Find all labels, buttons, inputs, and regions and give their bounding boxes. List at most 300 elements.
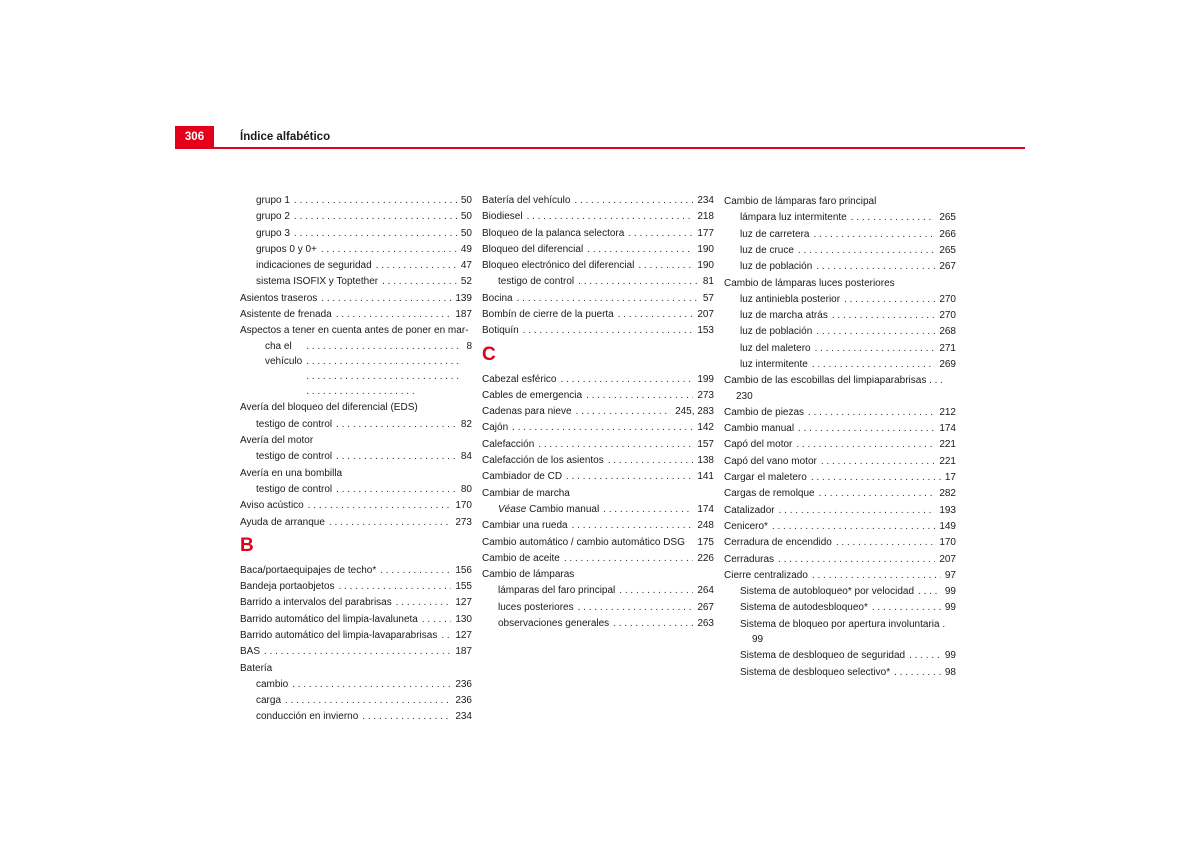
index-entry (240, 644, 472, 659)
entry-text: Bloqueo de la palanca selectora (482, 227, 625, 239)
entry-text: Ayuda de arranque (240, 516, 325, 528)
index-subentry (240, 417, 472, 432)
entry-page: 99 (944, 586, 956, 598)
leader-dots (285, 693, 451, 708)
page-header (175, 126, 1025, 150)
entry-text: Calefacción de los asientos (482, 455, 604, 467)
entry-page: 271 (939, 342, 956, 354)
entry-text: testigo de control (256, 451, 333, 463)
entry-page: 193 (939, 504, 956, 516)
index-entry (482, 226, 714, 241)
leader-dots (836, 535, 935, 550)
entry-text: Cierre centralizado (724, 569, 808, 581)
index-subentry (482, 616, 714, 631)
entry-page: 267 (939, 261, 956, 273)
index-subentry (482, 583, 714, 598)
leader-dots (813, 227, 935, 242)
index-entry (724, 568, 956, 583)
leader-dots (796, 437, 935, 452)
leader-dots (587, 242, 693, 257)
index-subentry (724, 243, 956, 258)
entry-page: 127 (455, 597, 472, 609)
entry-text: Cambiador de CD (482, 471, 563, 483)
entry-text: Bloqueo del diferencial (482, 243, 584, 255)
leader-dots (638, 258, 693, 273)
entry-page: 57 (702, 292, 714, 304)
leader-dots (527, 209, 694, 224)
entry-page: 84 (460, 451, 472, 463)
index-entry (482, 551, 714, 566)
entry-text: Aviso acústico (240, 500, 304, 512)
index-entry (482, 567, 714, 582)
entry-text: grupo 1 (256, 195, 290, 206)
entry-text: Cerraduras (724, 553, 775, 565)
leader-dots (362, 709, 451, 724)
index-entry (724, 405, 956, 420)
index-entry (724, 194, 956, 209)
entry-text: Asientos traseros (240, 292, 318, 304)
index-entry (724, 486, 956, 501)
entry-text: Cambio manual (724, 423, 795, 435)
entry-page: 268 (939, 326, 956, 338)
index-entry (240, 515, 472, 530)
index-subentry (724, 600, 956, 615)
entry-text: Cambio automático / cambio automático DSG (482, 536, 685, 548)
leader-dots (586, 388, 693, 403)
leader-dots (294, 193, 457, 208)
entry-text: Cambio de piezas (724, 406, 805, 418)
entry-page: 170 (939, 537, 956, 549)
entry-text: Baca/portaequipajes de techo* (240, 564, 377, 576)
index-subentry (240, 482, 472, 497)
entry-text: Barrido automático del limpia-lavaluneta (240, 613, 418, 625)
entry-text: Sistema de autodesbloqueo* (740, 602, 868, 614)
entry-text: testigo de control (256, 483, 333, 495)
index-entry (482, 469, 714, 484)
entry-text: luz de población (740, 326, 813, 338)
leader-dots (329, 515, 451, 530)
page-number: 306 (175, 126, 214, 148)
entry-page: 273 (697, 389, 714, 401)
index-entry (482, 258, 714, 273)
index-entry (482, 420, 714, 435)
leader-dots (523, 323, 694, 338)
entry-page: 50 (460, 211, 472, 223)
index-subentry (240, 193, 472, 208)
leader-dots (512, 420, 693, 435)
leader-dots (564, 551, 693, 566)
leader-dots (808, 405, 935, 420)
index-subentry (482, 274, 714, 289)
index-subentry (724, 665, 956, 680)
index-entry (240, 595, 472, 610)
index-entry (482, 291, 714, 306)
leader-dots (821, 454, 935, 469)
index-subentry (724, 648, 956, 663)
index-subentry (240, 449, 472, 464)
leader-dots (628, 226, 693, 241)
section-letter: C (482, 343, 496, 365)
index-subentry (724, 210, 956, 225)
entry-page: 218 (697, 211, 714, 223)
entry-page: 190 (697, 260, 714, 272)
leader-dots (376, 258, 457, 273)
entry-page: 142 (697, 422, 714, 434)
entry-text: BAS (240, 646, 261, 658)
index-entry (240, 628, 472, 643)
leader-dots (812, 357, 936, 372)
index-entry (482, 372, 714, 387)
index-subentry (724, 292, 956, 307)
entry-page: 234 (697, 195, 714, 206)
entry-text: grupo 3 (256, 227, 290, 239)
leader-dots (538, 437, 693, 452)
index-subentry (240, 209, 472, 224)
entry-page: 99 (752, 633, 764, 645)
index-subentry (240, 258, 472, 273)
index-entry (482, 242, 714, 257)
entry-text: Cambiar de marcha (482, 487, 570, 499)
entry-text: Sistema de bloqueo por apertura involuntaria . (740, 618, 946, 630)
entry-page: 153 (697, 325, 714, 337)
entry-page: 269 (939, 359, 956, 371)
entry-page: 174 (939, 423, 956, 435)
leader-dots (619, 583, 693, 598)
entry-text: conducción en invierno (256, 711, 359, 723)
index-entry (240, 323, 472, 399)
index-entry (724, 519, 956, 534)
entry-text: Barrido automático del limpia-lavaparabrisas (240, 629, 438, 641)
entry-page: 175 (697, 536, 714, 548)
entry-text: Bloqueo electrónico del diferencial (482, 260, 635, 272)
entry-text: Calefacción (482, 438, 535, 450)
index-entry (482, 486, 714, 501)
entry-page: 139 (455, 292, 472, 304)
entry-text: Avería del motor (240, 435, 314, 447)
index-subentry (724, 357, 956, 372)
entry-page: 236 (455, 678, 472, 690)
entry-page: 170 (455, 500, 472, 512)
index-subentry (240, 242, 472, 257)
leader-dots (816, 259, 935, 274)
leader-dots (517, 291, 699, 306)
index-entry (482, 193, 714, 208)
entry-page: 207 (939, 553, 956, 565)
entry-page: 97 (944, 569, 956, 581)
entry-page: 155 (455, 581, 472, 593)
entry-page: 130 (455, 613, 472, 625)
entry-page: 270 (939, 310, 956, 322)
index-subentry (240, 274, 472, 289)
index-entry (724, 276, 956, 291)
entry-text: Asistente de frenada (240, 309, 332, 321)
leader-dots (603, 502, 693, 517)
page-title: Índice alfabético (240, 131, 331, 143)
index-entry (240, 433, 472, 448)
entry-page: 221 (939, 455, 956, 467)
leader-dots (894, 665, 941, 680)
leader-dots (566, 469, 693, 484)
leader-dots (382, 274, 457, 289)
leader-dots (336, 482, 457, 497)
leader-dots (560, 372, 693, 387)
index-entry (240, 307, 472, 322)
entry-page: 177 (697, 227, 714, 239)
entry-text: Sistema de desbloqueo selectivo* (740, 666, 891, 678)
entry-page: 52 (460, 276, 472, 288)
leader-dots (396, 595, 452, 610)
entry-page: 81 (702, 276, 714, 288)
index-entry (482, 307, 714, 322)
index-entry (724, 454, 956, 469)
leader-dots (844, 292, 935, 307)
entry-page: 264 (697, 585, 714, 597)
entry-text: Cambio de lámparas (482, 569, 575, 581)
index-subentry (240, 693, 472, 708)
section-letter: B (240, 534, 254, 556)
index-column-3 (724, 193, 956, 681)
entry-text: Cargar el maletero (724, 472, 807, 484)
leader-dots (264, 644, 451, 659)
index-subentry (724, 324, 956, 339)
leader-dots (851, 210, 936, 225)
entry-page: 8 (466, 340, 472, 352)
leader-dots (608, 453, 694, 468)
entry-text: carga (256, 695, 282, 707)
entry-text: luz del maletero (740, 342, 811, 354)
leader-dots (613, 616, 693, 631)
entry-page: 270 (939, 293, 956, 305)
leader-dots (339, 579, 452, 594)
leader-dots (779, 503, 936, 518)
entry-text: lámparas del faro principal (498, 585, 616, 597)
entry-page: 82 (460, 418, 472, 430)
index-subentry (482, 502, 714, 517)
entry-page: 187 (455, 309, 472, 321)
entry-text: Batería del vehículo (482, 195, 571, 206)
leader-dots (798, 243, 935, 258)
entry-page: 265 (939, 212, 956, 224)
index-subentry (724, 227, 956, 242)
entry-page: 207 (697, 309, 714, 321)
leader-dots (336, 307, 452, 322)
entry-text: Aspectos a tener en cuenta antes de poner en mar- (240, 325, 469, 337)
entry-page: 187 (455, 646, 472, 658)
index-subentry (240, 677, 472, 692)
index-column-1 (240, 193, 472, 726)
entry-page: 282 (939, 488, 956, 500)
leader-dots (576, 404, 672, 419)
entry-page: 221 (939, 439, 956, 451)
index-subentry (724, 341, 956, 356)
leader-dots (292, 677, 451, 692)
index-entry (482, 404, 714, 419)
leader-dots (812, 568, 941, 583)
entry-text: Cajón (482, 422, 509, 434)
entry-text: observaciones generales (498, 618, 610, 630)
entry-page: 141 (697, 471, 714, 483)
entry-page: 156 (455, 564, 472, 576)
entry-page: 236 (455, 695, 472, 707)
entry-page: 266 (939, 228, 956, 240)
entry-text: Avería en una bombilla (240, 467, 343, 479)
leader-dots (909, 648, 941, 663)
leader-dots (422, 612, 451, 627)
index-entry (240, 400, 472, 415)
index-entry (240, 661, 472, 676)
leader-dots (574, 193, 693, 208)
leader-dots (815, 341, 936, 356)
index-subentry (482, 600, 714, 615)
leader-dots (618, 307, 694, 322)
entry-text: luz de carretera (740, 228, 810, 240)
entry-page: 245, 283 (675, 406, 714, 418)
leader-dots (816, 324, 935, 339)
entry-text: Cables de emergencia (482, 389, 583, 401)
index-entry (724, 617, 956, 647)
entry-text: luz de marcha atrás (740, 310, 828, 322)
header-rule (175, 147, 1025, 149)
index-subentry (724, 584, 956, 599)
leader-dots (336, 449, 457, 464)
leader-dots (918, 584, 941, 599)
entry-text: Biodiesel (482, 211, 523, 223)
entry-page: 157 (697, 438, 714, 450)
entry-page: 80 (460, 483, 472, 495)
index-entry (482, 437, 714, 452)
entry-text: Cambio de lámparas faro principal (724, 196, 877, 208)
entry-page: 212 (939, 406, 956, 418)
entry-page: 99 (944, 650, 956, 662)
entry-continuation (240, 339, 472, 400)
index-column-2 (482, 193, 714, 632)
entry-page: 263 (697, 618, 714, 630)
entry-text: luz intermitente (740, 359, 808, 371)
leader-dots (336, 417, 457, 432)
leader-dots (380, 563, 451, 578)
entry-page: 149 (939, 520, 956, 532)
entry-page: 17 (944, 472, 956, 484)
entry-text: Cambiar una rueda (482, 520, 568, 532)
entry-page: 265 (939, 244, 956, 256)
index-subentry (724, 308, 956, 323)
entry-page: 50 (460, 195, 472, 206)
entry-page: 190 (697, 243, 714, 255)
entry-page: 273 (455, 516, 472, 528)
leader-dots (294, 226, 457, 241)
leader-dots (798, 421, 935, 436)
leader-dots (811, 470, 941, 485)
index-entry (724, 552, 956, 567)
entry-page: 127 (455, 629, 472, 641)
leader-dots (308, 498, 452, 513)
index-subentry (240, 709, 472, 724)
entry-page: 50 (460, 227, 472, 239)
leader-dots (819, 486, 936, 501)
entry-continuation (724, 389, 956, 404)
entry-text-cont: cha el vehículo (265, 340, 303, 367)
leader-dots (578, 274, 699, 289)
entry-page: 174 (697, 503, 714, 515)
entry-text: Cambio de lámparas luces posteriores (724, 277, 895, 289)
entry-text: Batería (240, 662, 273, 674)
index-entry (482, 453, 714, 468)
entry-text: luz antiniebla posterior (740, 293, 841, 305)
leader-dots (578, 600, 694, 615)
index-entry (724, 535, 956, 550)
entry-text: testigo de control (256, 418, 333, 430)
index-entry (240, 612, 472, 627)
index-entry (724, 421, 956, 436)
entry-text: Sistema de autobloqueo* por velocidad (740, 586, 915, 598)
index-entry (240, 466, 472, 481)
entry-text: Cerradura de encendido (724, 537, 832, 549)
entry-page: 199 (697, 373, 714, 385)
leader-dots (441, 628, 451, 643)
entry-text: grupo 2 (256, 211, 290, 223)
leader-dots (306, 339, 462, 400)
index-entry (724, 503, 956, 518)
index-entry (240, 579, 472, 594)
index-entry (482, 388, 714, 403)
entry-page: 267 (697, 601, 714, 613)
entry-text: Capó del motor (724, 439, 793, 451)
entry-text: luces posteriores (498, 601, 574, 613)
entry-text: Cargas de remolque (724, 488, 815, 500)
entry-text: Catalizador (724, 504, 775, 516)
index-entry (724, 373, 956, 403)
leader-dots (772, 519, 935, 534)
entry-text: Cambio de las escobillas del limpiaparabrisas . . . (724, 375, 943, 387)
entry-page: 98 (944, 666, 956, 678)
leader-dots (321, 242, 457, 257)
leader-dots (832, 308, 935, 323)
entry-text: cambio (256, 678, 289, 690)
entry-text: Bombín de cierre de la puerta (482, 309, 614, 321)
index-entry (482, 518, 714, 533)
entry-page: 248 (697, 520, 714, 532)
entry-page: 138 (697, 455, 714, 467)
leader-dots (321, 291, 451, 306)
entry-text: indicaciones de seguridad (256, 260, 372, 272)
leader-dots (294, 209, 457, 224)
index-entry (240, 563, 472, 578)
index-subentry (724, 259, 956, 274)
entry-text: grupos 0 y 0+ (256, 243, 317, 255)
leader-dots (572, 518, 694, 533)
index-entry (482, 209, 714, 224)
entry-text: Bandeja portaobjetos (240, 581, 335, 593)
entry-page: 47 (460, 260, 472, 272)
index-subentry (240, 226, 472, 241)
leader-dots (872, 600, 941, 615)
entry-text: Cenicero* (724, 520, 768, 532)
leader-dots (778, 552, 935, 567)
entry-text: Cabezal esférico (482, 373, 557, 385)
index-entry (240, 291, 472, 306)
index-entry (724, 437, 956, 452)
index-entry (482, 323, 714, 338)
entry-page: 230 (736, 390, 753, 402)
entry-text: Capó del vano motor (724, 455, 817, 467)
entry-text: Véase Cambio manual (498, 503, 600, 515)
entry-text: Barrido a intervalos del parabrisas (240, 597, 392, 609)
index-entry (482, 535, 714, 550)
entry-text: Bocina (482, 292, 513, 304)
entry-page: 234 (455, 711, 472, 723)
index-entry (240, 498, 472, 513)
entry-continuation (740, 632, 956, 647)
